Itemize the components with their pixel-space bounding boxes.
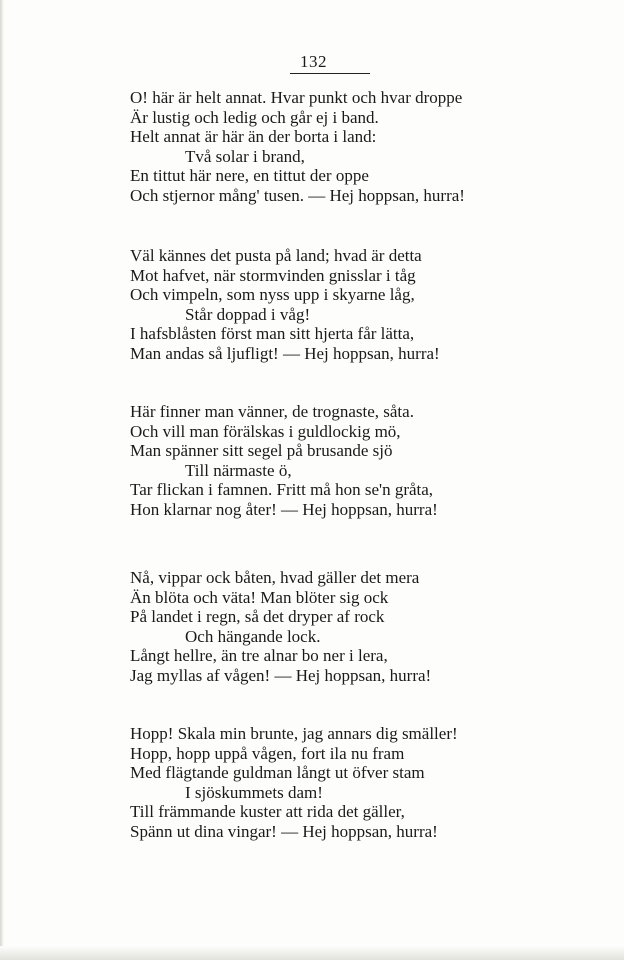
verse-line: Jag myllas af vågen! — Hej hoppsan, hurra! [130, 665, 432, 685]
verse-line: O! här är helt annat. Hvar punkt och hvar droppe [130, 88, 463, 107]
verse-line-indented: I sjöskummets dam! [185, 782, 323, 802]
verse-line: Med flägtande guldman långt ut öfver stam [130, 763, 425, 783]
stanza-4 [130, 568, 431, 686]
verse-line: Helt annat är här än der borta i land: [130, 127, 377, 147]
page-number-rule [290, 73, 370, 74]
page-number: 132 [300, 52, 327, 71]
verse-line-indented: Till närmaste ö, [185, 460, 292, 480]
verse-line-indented: Och hängande lock. [185, 626, 321, 646]
verse-line: Man spänner sitt segel på brusande sjö [130, 441, 393, 461]
verse-line: I hafsblåsten först man sitt hjerta får lätta, [130, 324, 415, 344]
verse-line: Hon klarnar nog åter! — Hej hoppsan, hurra! [130, 499, 438, 519]
stanza-1 [130, 88, 465, 206]
verse-line: Mot hafvet, när stormvinden gnisslar i tåg [130, 265, 416, 285]
verse-line: Här finner man vänner, de trognaste, såta. [130, 402, 414, 421]
verse-line: Än blöta och väta! Man blöter sig ock [130, 587, 389, 607]
page-edge-bottom [0, 946, 624, 960]
verse-line: Är lustig och ledig och går ej i band. [130, 107, 379, 127]
verse-line: Man andas så ljufligt! — Hej hoppsan, hurra! [130, 343, 440, 363]
stanza-3 [130, 402, 438, 520]
verse-line: Hopp! Skala min brunte, jag annars dig smäller! [130, 724, 458, 743]
verse-line-indented: Två solar i brand, [185, 146, 305, 166]
verse-line: Och vill man förälskas i guldlockig mö, [130, 421, 401, 441]
verse-line: Till främmande kuster att rida det gäller, [130, 802, 405, 822]
verse-line: Tar flickan i famnen. Fritt må hon se'n gråta, [130, 480, 434, 500]
stanza-2 [130, 246, 440, 364]
verse-line: Och vimpeln, som nyss upp i skyarne låg, [130, 285, 415, 305]
verse-line: Väl kännes det pusta på land; hvad är detta [130, 246, 422, 265]
verse-line-indented: Står doppad i våg! [185, 304, 311, 324]
verse-line: Långt hellre, än tre alnar bo ner i lera, [130, 646, 388, 666]
verse-line: Hopp, hopp uppå vågen, fort ila nu fram [130, 743, 405, 763]
verse-line: Och stjernor mång' tusen. — Hej hoppsan, hurra! [130, 185, 465, 205]
stanza-5 [130, 724, 458, 842]
verse-line: En tittut här nere, en tittut der oppe [130, 166, 369, 186]
verse-line: Spänn ut dina vingar! — Hej hoppsan, hurra! [130, 821, 438, 841]
verse-line: Nå, vippar ock båten, hvad gäller det mera [130, 568, 420, 587]
page-edge-left [0, 0, 4, 960]
verse-line: På landet i regn, så det dryper af rock [130, 607, 385, 627]
